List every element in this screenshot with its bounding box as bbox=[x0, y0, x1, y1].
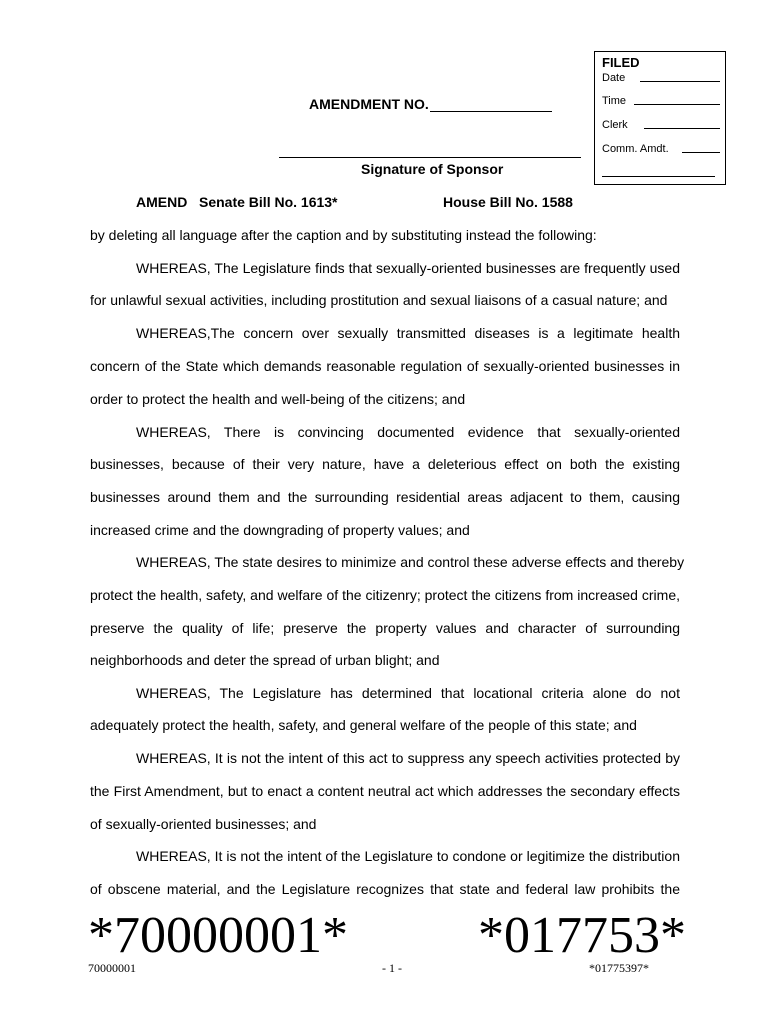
whereas-3-line-4: increased crime and the downgrading of property values; and bbox=[90, 522, 470, 538]
house-bill-number: House Bill No. 1588 bbox=[443, 194, 573, 210]
whereas-3-line-2: businesses, because of their very nature, have a deleterious effect on both the existing bbox=[90, 456, 680, 472]
whereas-6-line-2: the First Amendment, but to enact a content neutral act which addresses the secondary effects bbox=[90, 783, 680, 799]
whereas-5-line-2: adequately protect the health, safety, and general welfare of the people of this state; and bbox=[90, 717, 637, 733]
sponsor-signature-line bbox=[279, 157, 581, 158]
filed-stamp-box bbox=[594, 51, 726, 185]
whereas-2-line-2: concern of the State which demands reasonable regulation of sexually-oriented businesses in bbox=[90, 358, 680, 374]
whereas-4-line-1: WHEREAS, The state desires to minimize and control these adverse effects and thereby bbox=[136, 554, 685, 570]
whereas-4-line-4: neighborhoods and deter the spread of urban blight; and bbox=[90, 652, 440, 668]
amendment-number bbox=[309, 96, 552, 112]
whereas-7-line-2: of obscene material, and the Legislature recognizes that state and federal law prohibits the bbox=[90, 881, 680, 897]
filed-date-label: Date bbox=[602, 72, 626, 84]
filed-date-row bbox=[602, 72, 720, 84]
page-number: - 1 - bbox=[382, 961, 402, 975]
filed-blank-line bbox=[602, 176, 715, 177]
whereas-1-line-1: WHEREAS, The Legislature finds that sexually-oriented businesses are frequently used bbox=[136, 260, 680, 276]
intro-line: by deleting all language after the caption and by substituting instead the following: bbox=[90, 227, 597, 243]
filed-title: FILED bbox=[602, 55, 640, 70]
amendment-number-label: AMENDMENT NO. bbox=[309, 96, 429, 112]
amendment-number-line bbox=[430, 98, 552, 112]
filed-comm-amdt-line bbox=[682, 152, 720, 153]
footer-code-left: 70000001 bbox=[88, 961, 136, 975]
filed-comm-amdt-row bbox=[602, 143, 720, 155]
senate-bill-number: Senate Bill No. 1613* bbox=[199, 194, 338, 210]
filed-time-line bbox=[634, 104, 720, 105]
barcode-left: *70000001* bbox=[88, 907, 348, 964]
whereas-4-line-2: protect the health, safety, and welfare of the citizenry; protect the citizens from increased crime, bbox=[90, 587, 680, 603]
whereas-5-line-1: WHEREAS, The Legislature has determined that locational criteria alone do not bbox=[136, 685, 680, 701]
sponsor-signature-label: Signature of Sponsor bbox=[361, 161, 504, 177]
filed-clerk-line bbox=[644, 128, 720, 129]
filed-time-label: Time bbox=[602, 95, 627, 107]
footer-code-right: *01775397* bbox=[589, 961, 649, 975]
whereas-4-line-3: preserve the quality of life; preserve the property values and character of surrounding bbox=[90, 620, 680, 636]
whereas-2-line-1: WHEREAS,The concern over sexually transmitted diseases is a legitimate health bbox=[136, 325, 680, 341]
whereas-6-line-3: of sexually-oriented businesses; and bbox=[90, 816, 317, 832]
amend-label: AMEND bbox=[136, 194, 188, 210]
filed-clerk-row bbox=[602, 119, 720, 131]
filed-comm-amdt-label: Comm. Amdt. bbox=[602, 143, 669, 155]
whereas-6-line-1: WHEREAS, It is not the intent of this act to suppress any speech activities protected by bbox=[136, 750, 680, 766]
whereas-3-line-1: WHEREAS, There is convincing documented evidence that sexually-oriented bbox=[136, 424, 680, 440]
filed-date-line bbox=[640, 81, 720, 82]
filed-clerk-label: Clerk bbox=[602, 119, 628, 131]
barcode-right: *017753* bbox=[478, 907, 686, 964]
whereas-2-line-3: order to protect the health and well-being of the citizens; and bbox=[90, 391, 466, 407]
whereas-3-line-3: businesses around them and the surrounding residential areas adjacent to them, causing bbox=[90, 489, 680, 505]
whereas-1-line-2: for unlawful sexual activities, including prostitution and sexual liaisons of a casual nature; and bbox=[90, 292, 668, 308]
whereas-7-line-1: WHEREAS, It is not the intent of the Legislature to condone or legitimize the distribution bbox=[136, 848, 680, 864]
filed-time-row bbox=[602, 95, 720, 107]
